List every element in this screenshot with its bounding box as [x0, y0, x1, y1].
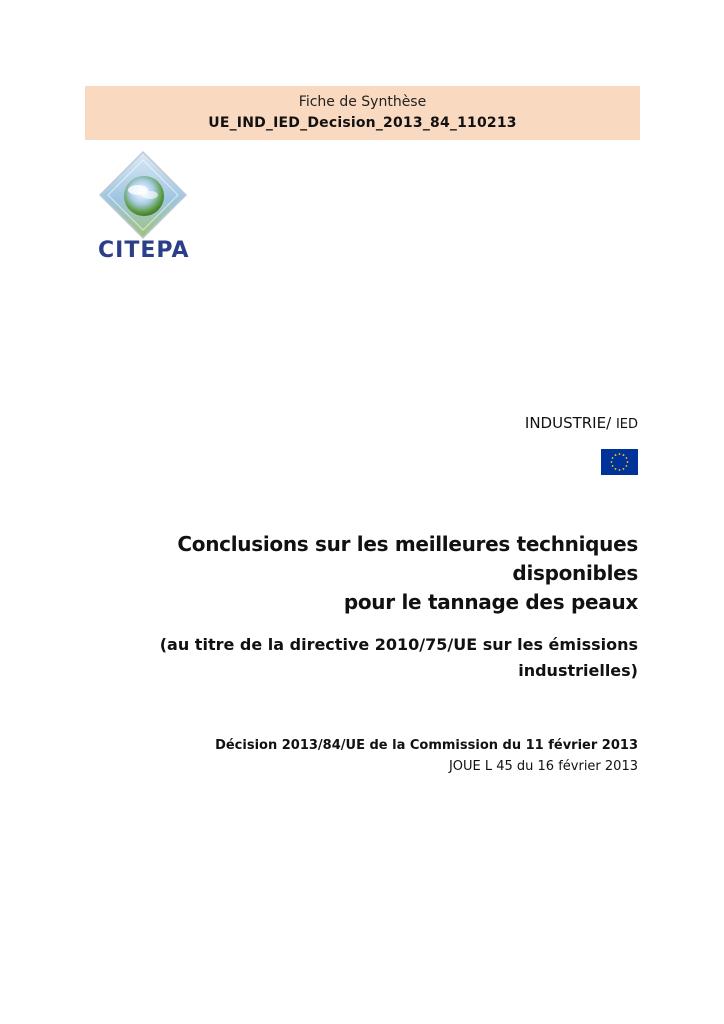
- subtitle-line-1: (au titre de la directive 2010/75/UE sur les émissions: [159, 635, 638, 654]
- header-band: [85, 86, 640, 140]
- eu-star: [623, 468, 625, 470]
- subtitle-line-2: industrielles): [518, 661, 638, 680]
- eu-star: [626, 457, 628, 459]
- category-main: INDUSTRIE/: [524, 414, 612, 432]
- decision-reference: [78, 735, 638, 777]
- document-reference: UE_IND_IED_Decision_2013_84_110213: [208, 115, 517, 131]
- logo-text: CITEPA: [98, 238, 190, 263]
- title-line-1: Conclusions sur les meilleures techniques disponibles: [177, 532, 638, 585]
- eu-star: [619, 469, 621, 471]
- decision-line-1: Décision 2013/84/UE de la Commission du 11 février 2013: [215, 738, 638, 753]
- decision-line-2: JOUE L 45 du 16 février 2013: [448, 759, 638, 774]
- eu-star: [626, 465, 628, 467]
- eu-flag-icon: [601, 449, 638, 475]
- document-title: [78, 530, 638, 617]
- citepa-logo: [98, 150, 208, 265]
- document-subtitle: [78, 632, 638, 684]
- eu-star: [619, 453, 621, 455]
- category-sub: IED: [615, 417, 638, 432]
- eu-star: [627, 461, 629, 463]
- eu-star: [612, 457, 614, 459]
- eu-star: [612, 465, 614, 467]
- category-label: [525, 414, 638, 432]
- eu-star: [611, 461, 613, 463]
- eu-star: [615, 454, 617, 456]
- eu-star: [623, 454, 625, 456]
- citepa-diamond-logo-icon: [98, 150, 208, 245]
- title-line-2: pour le tannage des peaux: [343, 590, 638, 614]
- eu-star: [615, 468, 617, 470]
- header-title: Fiche de Synthèse: [298, 94, 427, 110]
